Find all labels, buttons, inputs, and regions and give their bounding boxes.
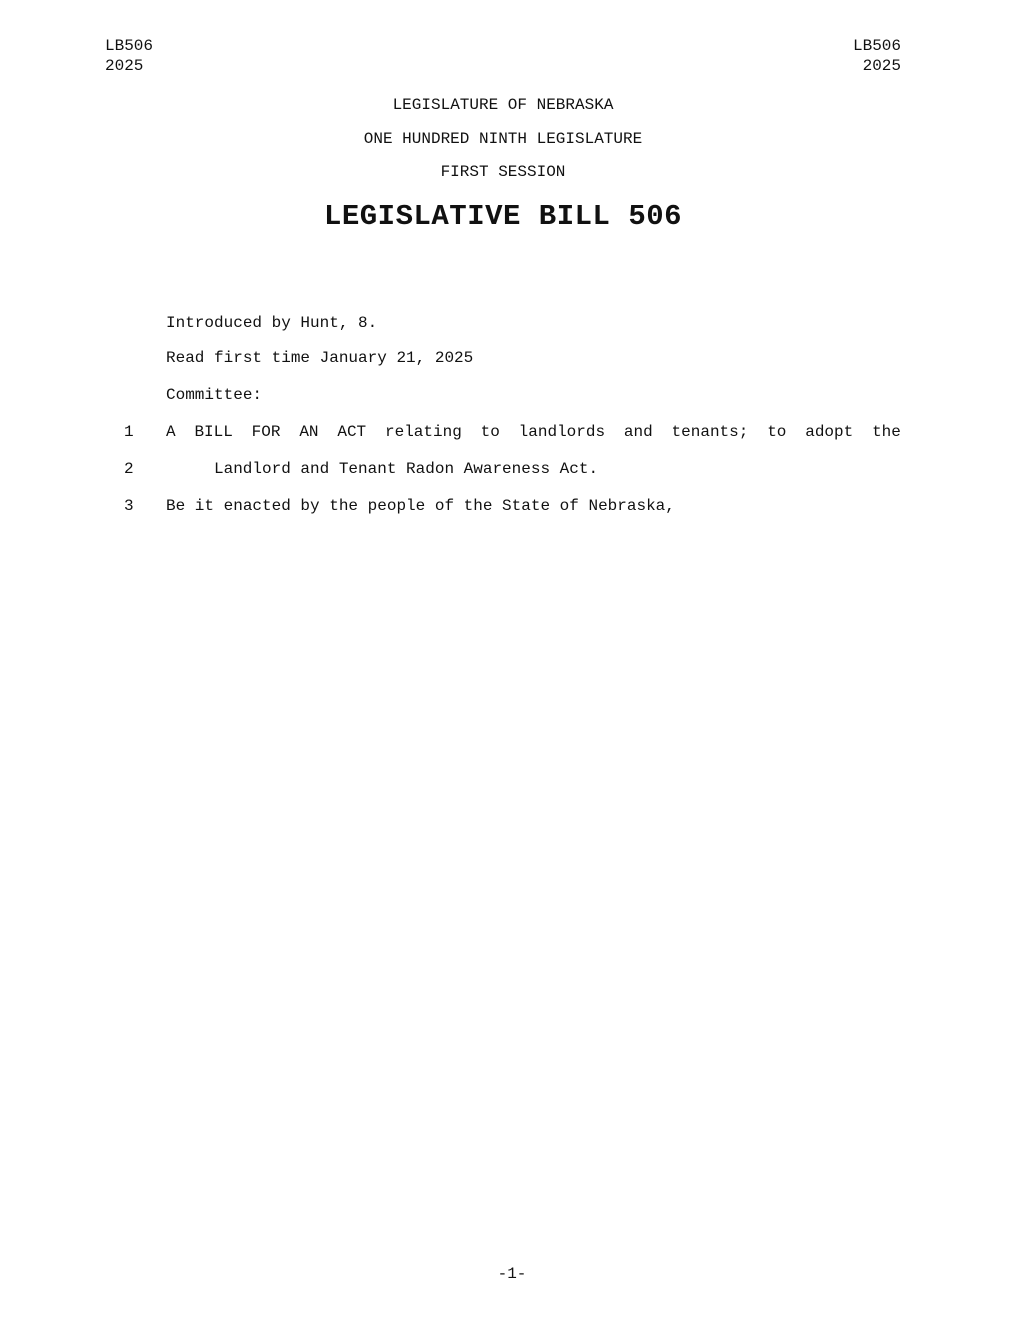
bill-word: landlords	[518, 423, 606, 441]
enacting-clause: Be it enacted by the people of the State of Nebraska,	[166, 497, 675, 515]
line-number-1: 1	[124, 423, 134, 441]
line-number-2: 2	[124, 460, 134, 478]
bill-line-2: Landlord and Tenant Radon Awareness Act.	[214, 460, 599, 478]
header-left-year: 2025	[105, 57, 144, 75]
bill-word: ACT	[337, 423, 367, 441]
bill-word: to	[767, 423, 787, 441]
line-number-3: 3	[124, 497, 134, 515]
bill-word: tenants;	[671, 423, 749, 441]
session-heading: FIRST SESSION	[440, 163, 566, 181]
bill-word: A	[166, 423, 176, 441]
committee-label: Committee:	[166, 386, 263, 404]
bill-word: adopt	[805, 423, 854, 441]
bill-word: FOR	[251, 423, 281, 441]
bill-word: AN	[299, 423, 319, 441]
header-left-bill: LB506	[105, 37, 154, 55]
bill-word: relating	[384, 423, 462, 441]
bill-word: BILL	[194, 423, 233, 441]
bill-title: LEGISLATIVE BILL 506	[323, 200, 683, 233]
header-right	[800, 36, 901, 76]
bill-word: the	[872, 423, 901, 441]
bill-word: to	[480, 423, 500, 441]
header-left	[105, 36, 153, 76]
header-right-bill: LB506	[852, 37, 901, 55]
page-number: -1-	[497, 1265, 527, 1283]
header-right-year: 2025	[862, 57, 901, 75]
bill-word: and	[623, 423, 653, 441]
introduced-by: Introduced by Hunt, 8.	[166, 314, 378, 332]
session-name-heading: ONE HUNDRED NINTH LEGISLATURE	[363, 130, 643, 148]
read-first-time: Read first time January 21, 2025	[166, 349, 474, 367]
legislature-heading: LEGISLATURE OF NEBRASKA	[392, 96, 614, 114]
bill-line-1	[166, 423, 901, 441]
